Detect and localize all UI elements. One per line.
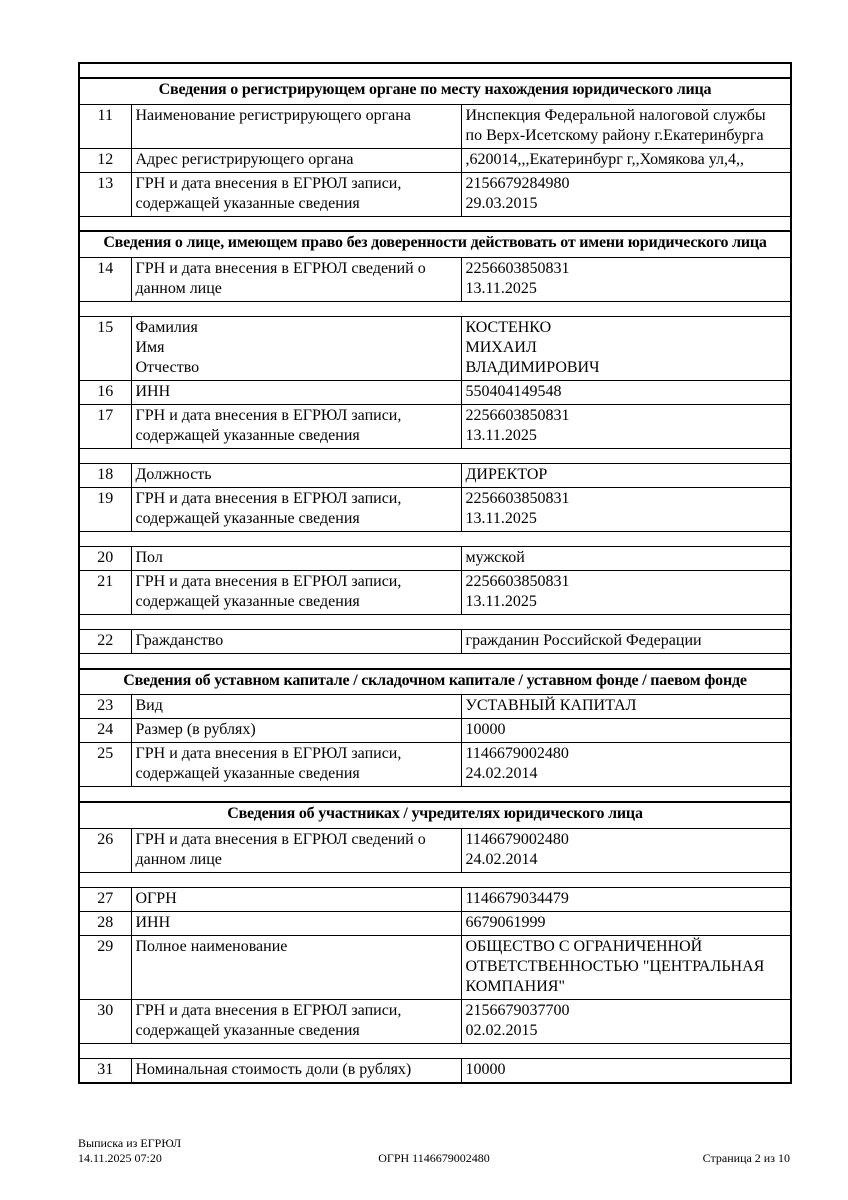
row-label-cell <box>131 911 461 935</box>
row-label-line: Наименование регистрирующего органа <box>135 106 411 124</box>
spacer-row <box>79 63 791 78</box>
row-label-line: Имя <box>135 339 165 357</box>
table-row <box>79 104 791 148</box>
row-label-cell <box>131 317 461 381</box>
row-value-line: 550404149548 <box>465 383 562 401</box>
row-number: 12 <box>79 148 131 172</box>
row-value-line: 2256603850831 <box>465 573 570 591</box>
table-row <box>79 1058 791 1083</box>
row-label-line: Пол <box>135 549 163 567</box>
row-value-line: УСТАВНЫЙ КАПИТАЛ <box>465 697 637 715</box>
row-label-cell <box>131 828 461 872</box>
row-label-cell <box>131 148 461 172</box>
table-row <box>79 317 791 381</box>
row-number: 19 <box>79 488 131 532</box>
footer-doc-type: Выписка из ЕГРЮЛ <box>78 1136 182 1150</box>
row-label-line: ИНН <box>135 913 171 931</box>
row-value-line: МИХАИЛ <box>465 339 537 357</box>
row-label-line: Отчество <box>135 359 200 377</box>
row-value-line: 1146679002480 <box>465 830 569 848</box>
row-label-line: Адрес регистрирующего органа <box>135 150 354 168</box>
row-value-line: ВЛАДИМИРОВИЧ <box>465 359 600 377</box>
row-label-cell <box>131 999 461 1043</box>
row-label-line: Полное наименование <box>135 937 288 955</box>
spacer-cell <box>79 654 791 669</box>
row-number: 18 <box>79 464 131 488</box>
row-value-cell <box>461 317 791 381</box>
table-row <box>79 148 791 172</box>
footer-datetime: 14.11.2025 07:20 <box>78 1151 162 1165</box>
table-row <box>79 911 791 935</box>
row-label-cell <box>131 547 461 571</box>
row-value-cell <box>461 148 791 172</box>
row-value-line: по Верх-Исетскому району г.Екатеринбурга <box>465 126 764 144</box>
row-value-cell <box>461 381 791 405</box>
table-row <box>79 630 791 654</box>
row-value-line: 10000 <box>465 1060 506 1078</box>
row-value-cell <box>461 828 791 872</box>
section-header: Сведения о лице, имеющем право без доверенности действовать от имени юридического лица <box>79 231 791 257</box>
spacer-cell <box>79 216 791 231</box>
row-value-line: 2256603850831 <box>465 407 570 425</box>
row-label-cell <box>131 381 461 405</box>
row-number: 30 <box>79 999 131 1043</box>
row-label-line: ГРН и дата внесения в ЕГРЮЛ записи, содержащей указанные сведения <box>135 573 402 611</box>
row-label-line: ГРН и дата внесения в ЕГРЮЛ записи, содержащей указанные сведения <box>135 745 402 783</box>
row-value-line: 13.11.2025 <box>465 510 537 528</box>
row-value-line: 1146679034479 <box>465 889 569 907</box>
row-label-line: Фамилия <box>135 319 198 337</box>
spacer-row <box>79 654 791 669</box>
row-label-cell <box>131 695 461 719</box>
row-value-cell <box>461 999 791 1043</box>
row-label-line: Номинальная стоимость доли (в рублях) <box>135 1060 412 1078</box>
row-value-line: ОБЩЕСТВО С ОГРАНИЧЕННОЙ <box>465 937 703 955</box>
row-value-line: 10000 <box>465 721 506 739</box>
row-number: 15 <box>79 317 131 381</box>
row-number: 17 <box>79 405 131 449</box>
spacer-cell <box>79 532 791 547</box>
table-row <box>79 743 791 787</box>
row-label-cell <box>131 630 461 654</box>
spacer-cell <box>79 63 791 78</box>
row-label-line: ГРН и дата внесения в ЕГРЮЛ записи, содержащей указанные сведения <box>135 407 402 445</box>
row-label-cell <box>131 887 461 911</box>
row-value-line: 6679061999 <box>465 913 546 931</box>
row-number: 23 <box>79 695 131 719</box>
row-value-line: мужской <box>465 549 525 567</box>
table-row <box>79 381 791 405</box>
row-number: 29 <box>79 935 131 999</box>
row-label-line: ИНН <box>135 383 171 401</box>
table-row <box>79 488 791 532</box>
spacer-row <box>79 615 791 630</box>
table-row <box>79 172 791 216</box>
row-label-line: Гражданство <box>135 632 224 650</box>
row-value-cell <box>461 743 791 787</box>
row-label-line: ГРН и дата внесения в ЕГРЮЛ записи, содержащей указанные сведения <box>135 174 402 212</box>
row-value-cell <box>461 405 791 449</box>
section-header: Сведения об уставном капитале / складочном капитале / уставном фонде / паевом фонде <box>79 669 791 695</box>
row-value-cell <box>461 719 791 743</box>
row-number: 21 <box>79 571 131 615</box>
row-value-line: КОМПАНИЯ" <box>465 977 565 995</box>
row-value-cell <box>461 571 791 615</box>
row-number: 20 <box>79 547 131 571</box>
row-label-cell <box>131 464 461 488</box>
row-number: 24 <box>79 719 131 743</box>
row-value-line: 13.11.2025 <box>465 593 537 611</box>
table-row <box>79 935 791 999</box>
spacer-row <box>79 216 791 231</box>
table-row <box>79 405 791 449</box>
section-header-row <box>79 802 791 828</box>
row-value-cell <box>461 695 791 719</box>
row-label-cell <box>131 405 461 449</box>
row-label-cell <box>131 104 461 148</box>
row-number: 28 <box>79 911 131 935</box>
row-value-cell <box>461 464 791 488</box>
row-value-line: 2256603850831 <box>465 260 570 278</box>
row-number: 16 <box>79 381 131 405</box>
row-label-line: Вид <box>135 697 163 715</box>
row-value-line: Инспекция Федеральной налоговой службы <box>465 106 766 124</box>
row-value-cell <box>461 1058 791 1083</box>
table-row <box>79 695 791 719</box>
spacer-cell <box>79 302 791 317</box>
row-value-cell <box>461 887 791 911</box>
row-label-cell <box>131 935 461 999</box>
row-label-cell <box>131 258 461 302</box>
row-value-cell <box>461 104 791 148</box>
section-header-row <box>79 78 791 104</box>
row-value-line: 24.02.2014 <box>465 850 538 868</box>
table-row <box>79 999 791 1043</box>
row-number: 13 <box>79 172 131 216</box>
row-value-line: 2156679037700 <box>465 1001 570 1019</box>
spacer-row <box>79 872 791 887</box>
row-number: 27 <box>79 887 131 911</box>
row-number: 25 <box>79 743 131 787</box>
table-row <box>79 547 791 571</box>
section-header-row <box>79 669 791 695</box>
table-row <box>79 828 791 872</box>
row-value-cell <box>461 488 791 532</box>
table-row <box>79 464 791 488</box>
table-row <box>79 887 791 911</box>
row-label-line: ОГРН <box>135 889 177 907</box>
footer-ogrn: ОГРН 1146679002480 <box>378 1151 490 1165</box>
row-number: 26 <box>79 828 131 872</box>
row-label-line: Размер (в рублях) <box>135 721 256 739</box>
row-value-line: 1146679002480 <box>465 745 569 763</box>
spacer-cell <box>79 787 791 802</box>
spacer-row <box>79 532 791 547</box>
row-label-cell <box>131 719 461 743</box>
row-label-line: ГРН и дата внесения в ЕГРЮЛ сведений о данном лице <box>135 830 426 868</box>
table-row <box>79 258 791 302</box>
row-value-cell <box>461 911 791 935</box>
row-label-cell <box>131 488 461 532</box>
egrul-table-body <box>79 63 791 1083</box>
row-label-line: ГРН и дата внесения в ЕГРЮЛ записи, содержащей указанные сведения <box>135 1001 402 1039</box>
row-value-line: 2156679284980 <box>465 174 570 192</box>
row-value-line: 24.02.2014 <box>465 765 538 783</box>
spacer-cell <box>79 615 791 630</box>
row-value-cell <box>461 547 791 571</box>
row-value-line: КОСТЕНКО <box>465 319 552 337</box>
row-value-line: ,620014,,,Екатеринбург г,,Хомякова ул,4,, <box>465 150 744 168</box>
footer-page-number: Страница 2 из 10 <box>702 1151 790 1165</box>
row-value-line: 13.11.2025 <box>465 280 537 298</box>
row-label-cell <box>131 172 461 216</box>
row-number: 14 <box>79 258 131 302</box>
spacer-cell <box>79 449 791 464</box>
row-value-line: 02.02.2015 <box>465 1021 538 1039</box>
row-number: 11 <box>79 104 131 148</box>
spacer-cell <box>79 872 791 887</box>
footer <box>78 1136 790 1166</box>
row-value-cell <box>461 935 791 999</box>
footer-left <box>78 1136 315 1166</box>
row-value-cell <box>461 258 791 302</box>
row-value-line: 2256603850831 <box>465 490 570 508</box>
row-label-cell <box>131 1058 461 1083</box>
row-value-line: 29.03.2015 <box>465 194 538 212</box>
spacer-row <box>79 787 791 802</box>
row-label-cell <box>131 743 461 787</box>
spacer-cell <box>79 1043 791 1058</box>
row-value-line: гражданин Российской Федерации <box>465 632 702 650</box>
row-label-line: ГРН и дата внесения в ЕГРЮЛ записи, содержащей указанные сведения <box>135 490 402 528</box>
row-value-line: 13.11.2025 <box>465 427 537 445</box>
egrul-table <box>78 62 792 1084</box>
section-header: Сведения об участниках / учредителях юридического лица <box>79 802 791 828</box>
row-number: 31 <box>79 1058 131 1083</box>
row-label-line: Должность <box>135 466 212 484</box>
row-value-line: ДИРЕКТОР <box>465 466 548 484</box>
table-row <box>79 719 791 743</box>
table-row <box>79 571 791 615</box>
row-label-line: ГРН и дата внесения в ЕГРЮЛ сведений о данном лице <box>135 260 426 298</box>
section-header-row <box>79 231 791 257</box>
row-number: 22 <box>79 630 131 654</box>
row-label-cell <box>131 571 461 615</box>
spacer-row <box>79 302 791 317</box>
row-value-line: ОТВЕТСТВЕННОСТЬЮ "ЦЕНТРАЛЬНАЯ <box>465 957 765 975</box>
section-header: Сведения о регистрирующем органе по месту нахождения юридического лица <box>79 78 791 104</box>
row-value-cell <box>461 172 791 216</box>
row-value-cell <box>461 630 791 654</box>
spacer-row <box>79 449 791 464</box>
spacer-row <box>79 1043 791 1058</box>
